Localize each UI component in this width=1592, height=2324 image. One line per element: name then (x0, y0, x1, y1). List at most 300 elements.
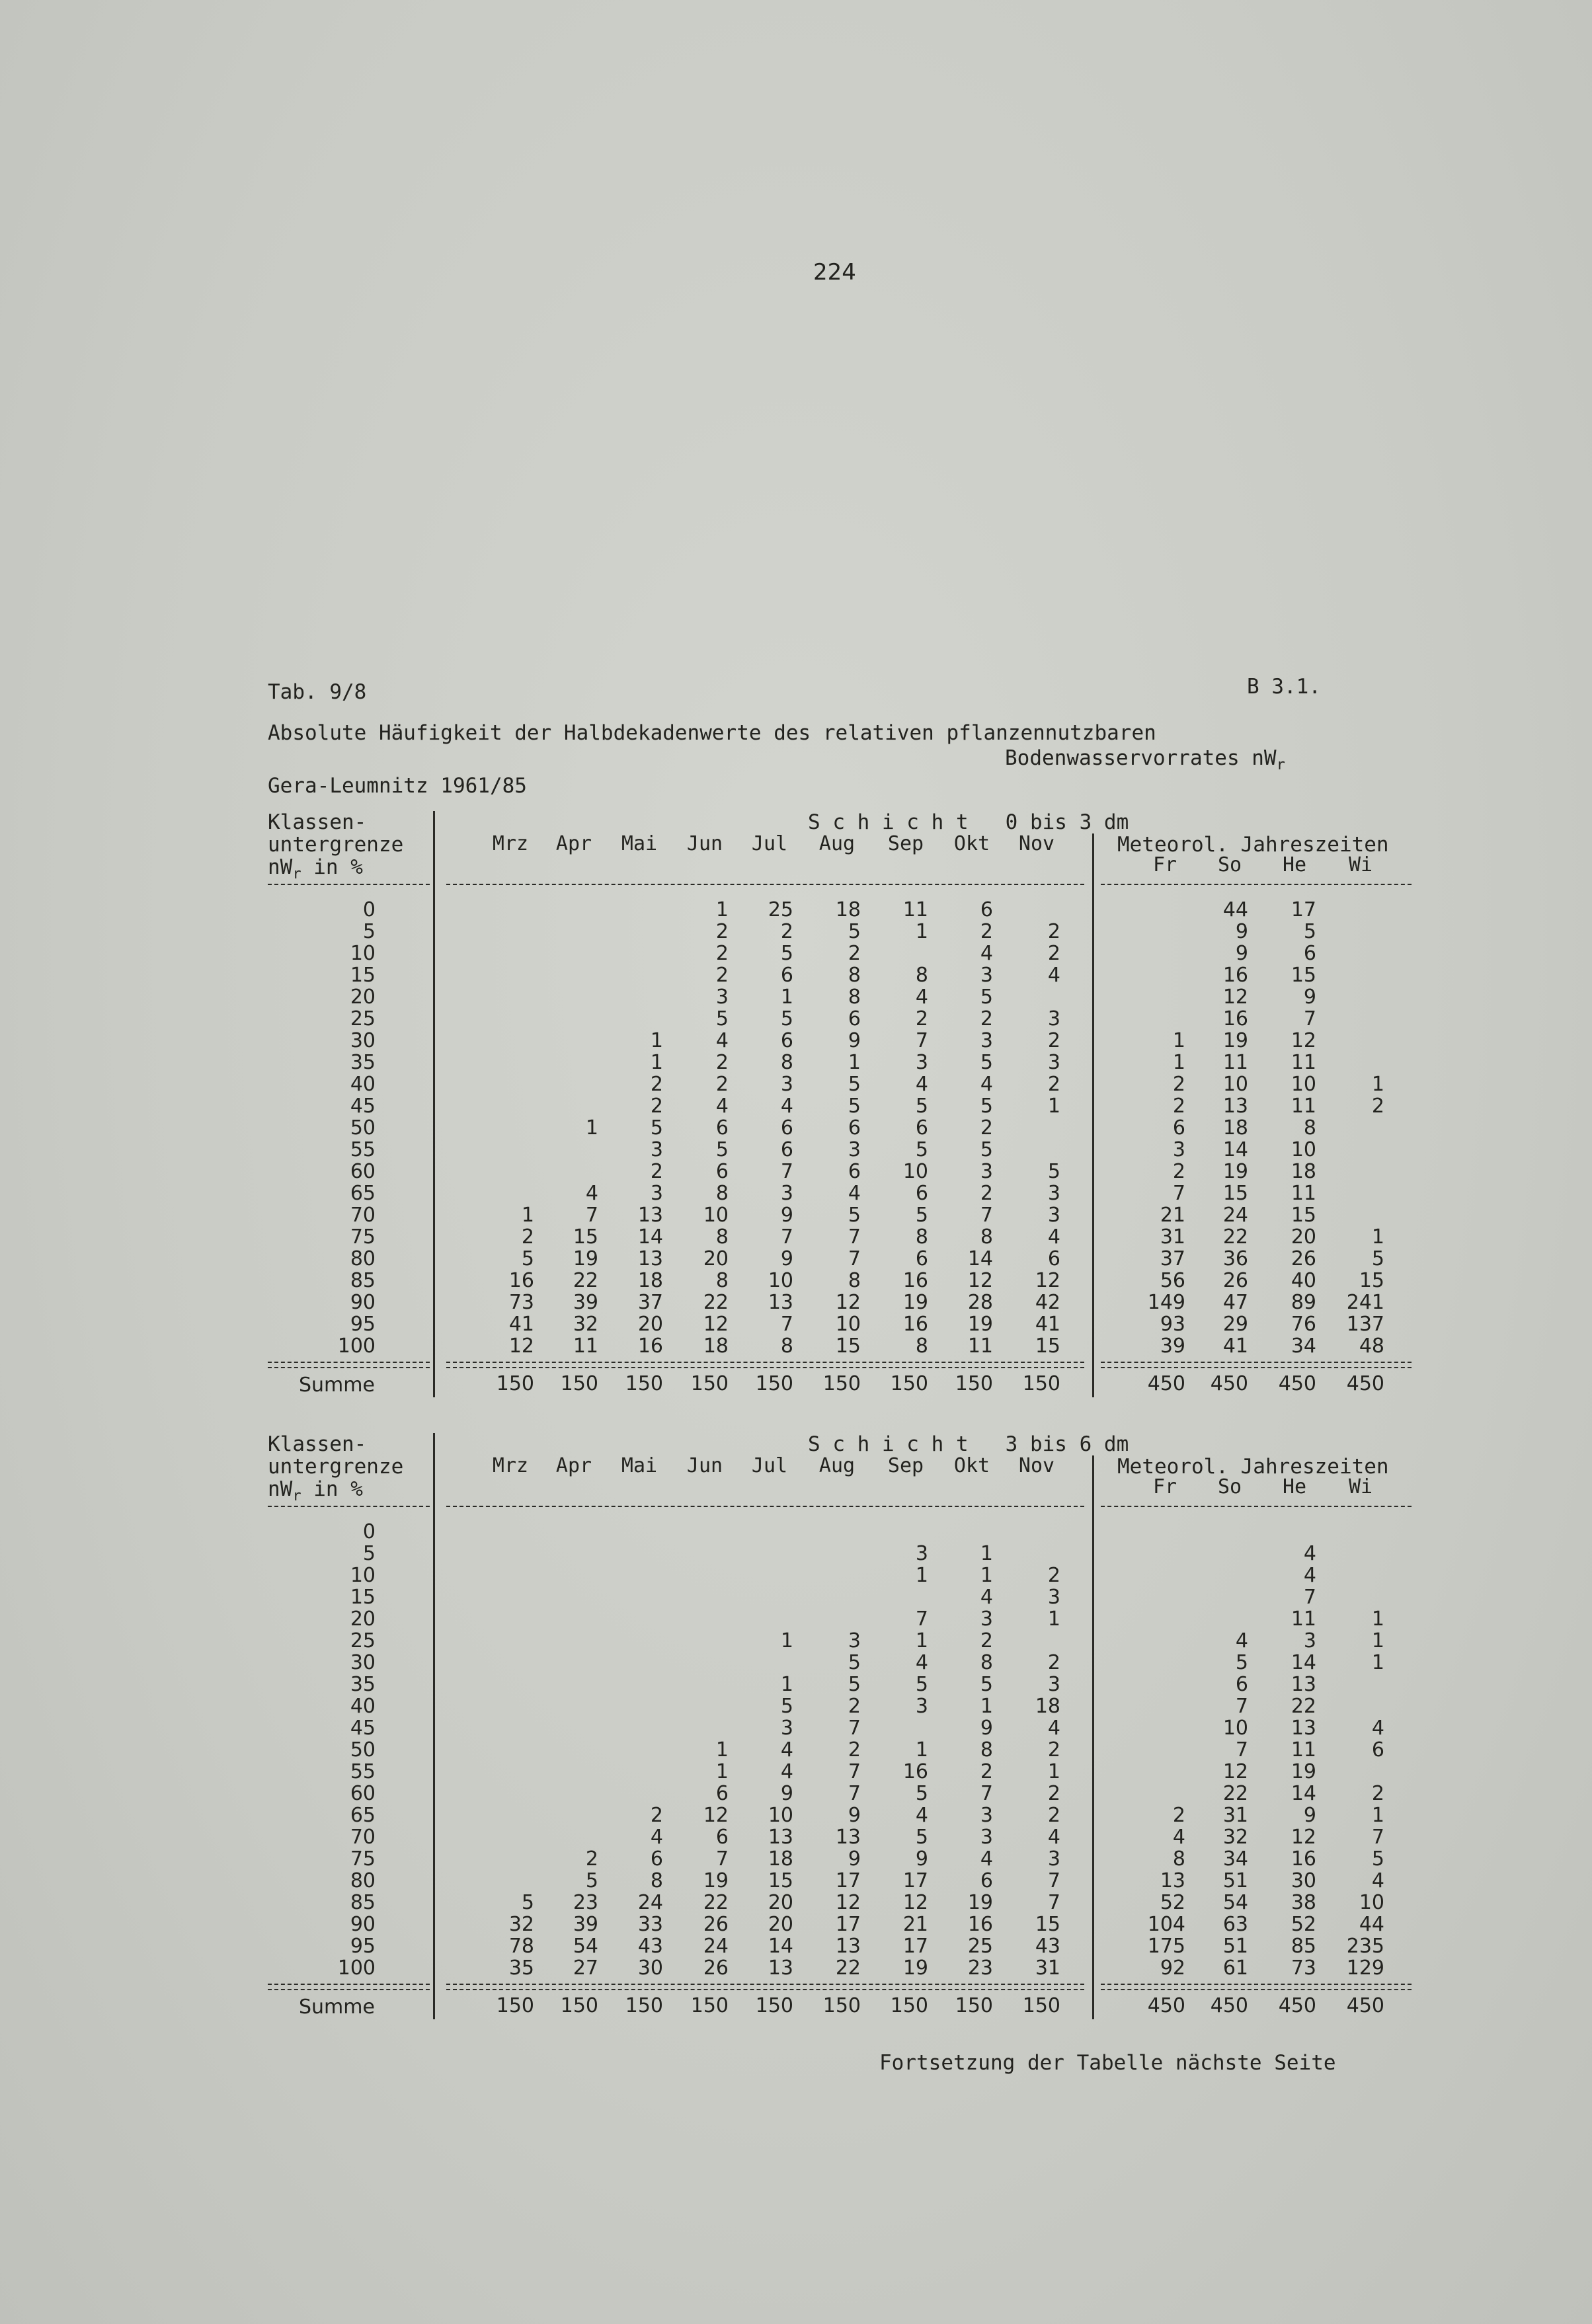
seasons-heading: Meteorol. Jahreszeiten (1117, 1455, 1389, 1479)
class-label: 25 (350, 1629, 376, 1652)
month-header-sep: Sep (887, 1454, 924, 1477)
table-cell: 3 (915, 1695, 928, 1718)
table-cell: 11 (1222, 1051, 1248, 1074)
table-cell: 2 (1047, 1782, 1060, 1805)
table-cell: 3 (980, 1160, 993, 1183)
table-cell: 39 (573, 1291, 598, 1314)
table-cell: 43 (1035, 1935, 1060, 1958)
table-cell: 1 (848, 1051, 861, 1074)
table-cell: 5 (915, 1782, 928, 1805)
table-cell: 4 (1235, 1629, 1248, 1652)
table-cell: 10 (703, 1204, 729, 1227)
table-cell: 22 (1222, 1225, 1248, 1249)
table-cell: 5 (585, 1869, 598, 1892)
sum-cell: 150 (890, 1994, 928, 2017)
table-cell: 36 (1222, 1247, 1248, 1270)
table-cell: 5 (1235, 1651, 1248, 1674)
table-cell: 8 (848, 986, 861, 1009)
sum-cell: 450 (1147, 1372, 1185, 1395)
class-label: 15 (350, 1586, 376, 1609)
table-cell: 17 (902, 1869, 928, 1892)
table-cell: 5 (1371, 1847, 1384, 1871)
table-cell: 5 (1303, 920, 1316, 943)
table-cell: 6 (915, 1182, 928, 1205)
table-cell: 14 (1291, 1782, 1316, 1805)
table-cell: 9 (848, 1804, 861, 1827)
sum-cell: 150 (890, 1372, 928, 1395)
table-cell: 9 (1235, 920, 1248, 943)
class-label: 35 (350, 1673, 376, 1696)
table-cell: 2 (1047, 942, 1060, 965)
season-header-wi: Wi (1348, 853, 1373, 876)
table-cell: 16 (902, 1760, 928, 1783)
table-cell: 2 (1371, 1095, 1384, 1118)
table-cell: 13 (768, 1956, 793, 1980)
table-cell: 1 (980, 1695, 993, 1718)
table-cell: 5 (980, 1051, 993, 1074)
table-cell: 3 (1047, 1586, 1060, 1609)
table-cell: 7 (780, 1160, 793, 1183)
table-cell: 12 (902, 1891, 928, 1914)
table-cell: 2 (715, 964, 729, 987)
table-cell: 19 (902, 1291, 928, 1314)
class-label: 40 (350, 1073, 376, 1096)
layer-heading: S c h i c h t 3 bis 6 dm (808, 1432, 1129, 1456)
table-cell: 26 (1222, 1269, 1248, 1292)
table-cell: 16 (1291, 1847, 1316, 1871)
table-cell: 5 (980, 1138, 993, 1161)
sum-cell: 150 (625, 1994, 663, 2017)
column-separator (433, 1433, 435, 2019)
class-label: 60 (350, 1782, 376, 1805)
table-cell: 3 (780, 1073, 793, 1096)
table-cell: 11 (1291, 1607, 1316, 1631)
class-header-line3: $nW_r$ in % (268, 1477, 363, 1505)
table-cell: 12 (703, 1313, 729, 1336)
table-cell: 2 (980, 1629, 993, 1652)
table-cell: 19 (967, 1313, 993, 1336)
table-cell: 35 (508, 1956, 534, 1980)
table-cell: 2 (1047, 1029, 1060, 1052)
table-title-line1: Absolute Häufigkeit der Halbdekadenwerte des relativen pflanzennutzbaren (268, 721, 1156, 745)
table-cell: 32 (573, 1313, 598, 1336)
table-cell: 14 (637, 1225, 663, 1249)
table-cell: 22 (703, 1291, 729, 1314)
table-cell: 12 (1291, 1826, 1316, 1849)
table-cell: 34 (1291, 1335, 1316, 1358)
table-cell: 7 (1047, 1869, 1060, 1892)
table-cell: 10 (1222, 1073, 1248, 1096)
table-cell: 13 (1160, 1869, 1185, 1892)
table-cell: 13 (1222, 1095, 1248, 1118)
table-cell: 17 (835, 1913, 861, 1936)
table-cell: 4 (1303, 1564, 1316, 1587)
table-cell: 1 (1371, 1629, 1384, 1652)
table-cell: 41 (1222, 1335, 1248, 1358)
class-label: 70 (350, 1204, 376, 1227)
table-cell: 1 (715, 898, 729, 921)
sum-cell: 450 (1147, 1994, 1185, 2017)
table-cell: 18 (703, 1335, 729, 1358)
class-label: 100 (337, 1956, 376, 1980)
table-cell: 4 (780, 1095, 793, 1118)
sum-rule (1101, 1367, 1412, 1368)
class-label: 5 (362, 920, 376, 943)
table-cell: 21 (1160, 1204, 1185, 1227)
table-cell: 7 (1235, 1695, 1248, 1718)
class-label: 35 (350, 1051, 376, 1074)
class-label: 20 (350, 1607, 376, 1631)
table-cell: 18 (835, 898, 861, 921)
table-cell: 47 (1222, 1291, 1248, 1314)
table-cell: 4 (980, 1847, 993, 1871)
header-rule (1101, 884, 1412, 885)
table-cell: 30 (1291, 1869, 1316, 1892)
table-cell: 7 (848, 1247, 861, 1270)
sum-cell: 150 (496, 1372, 534, 1395)
sum-rule (1101, 1989, 1412, 1990)
table-cell: 6 (650, 1847, 663, 1871)
table-cell: 2 (650, 1073, 663, 1096)
table-cell: 73 (1291, 1956, 1316, 1980)
table-cell: 8 (915, 964, 928, 987)
table-cell: 8 (848, 1269, 861, 1292)
table-cell: 6 (715, 1782, 729, 1805)
table-cell: 63 (1222, 1913, 1248, 1936)
table-cell: 27 (573, 1956, 598, 1980)
season-header-fr: Fr (1152, 1475, 1177, 1498)
table-cell: 51 (1222, 1935, 1248, 1958)
table-cell: 24 (1222, 1204, 1248, 1227)
table-cell: 4 (1047, 1225, 1060, 1249)
sum-cell: 150 (690, 1372, 729, 1395)
table-cell: 19 (573, 1247, 598, 1270)
table-cell: 92 (1160, 1956, 1185, 1980)
table-cell: 11 (1291, 1095, 1316, 1118)
class-label: 55 (350, 1138, 376, 1161)
table-cell: 48 (1359, 1335, 1384, 1358)
class-label: 0 (362, 1520, 376, 1543)
table-cell: 8 (715, 1182, 729, 1205)
sum-cell: 150 (496, 1994, 534, 2017)
table-cell: 5 (780, 942, 793, 965)
sum-rule (268, 1362, 430, 1363)
table-cell: 15 (1291, 1204, 1316, 1227)
table-cell: 78 (508, 1935, 534, 1958)
table-cell: 4 (1172, 1826, 1185, 1849)
table-cell: 2 (650, 1804, 663, 1827)
season-header-he: He (1282, 1475, 1307, 1498)
table-cell: 3 (915, 1542, 928, 1565)
table-cell: 20 (768, 1913, 793, 1936)
table-cell: 241 (1346, 1291, 1384, 1314)
table-cell: 85 (1291, 1935, 1316, 1958)
table-cell: 6 (1235, 1673, 1248, 1696)
class-label: 5 (362, 1542, 376, 1565)
table-cell: 6 (780, 1116, 793, 1140)
table-cell: 89 (1291, 1291, 1316, 1314)
table-cell: 7 (1303, 1007, 1316, 1030)
table-cell: 23 (573, 1891, 598, 1914)
table-cell: 3 (1303, 1629, 1316, 1652)
table-cell: 42 (1035, 1291, 1060, 1314)
table-cell: 1 (780, 1629, 793, 1652)
table-cell: 3 (848, 1629, 861, 1652)
class-header-line3: $nW_r$ in % (268, 855, 363, 883)
table-cell: 3 (1047, 1673, 1060, 1696)
table-cell: 2 (715, 920, 729, 943)
sum-cell: 150 (1022, 1994, 1060, 2017)
table-cell: 18 (1291, 1160, 1316, 1183)
table-cell: 8 (780, 1335, 793, 1358)
sum-cell: 450 (1210, 1372, 1248, 1395)
table-cell: 39 (1160, 1335, 1185, 1358)
header-rule (268, 884, 430, 885)
sum-cell: 150 (690, 1994, 729, 2017)
season-header-wi: Wi (1348, 1475, 1373, 1498)
table-cell: 93 (1160, 1313, 1185, 1336)
table-cell: 56 (1160, 1269, 1185, 1292)
table-cell: 61 (1222, 1956, 1248, 1980)
table-cell: 20 (1291, 1225, 1316, 1249)
table-cell: 8 (848, 964, 861, 987)
table-cell: 4 (915, 1651, 928, 1674)
table-cell: 9 (780, 1247, 793, 1270)
column-separator (1092, 1455, 1094, 2019)
sum-cell: 450 (1210, 1994, 1248, 2017)
table-cell: 1 (780, 986, 793, 1009)
table-cell: 26 (1291, 1247, 1316, 1270)
table-cell: 15 (1359, 1269, 1384, 1292)
table-cell: 4 (915, 1804, 928, 1827)
table-cell: 16 (1222, 1007, 1248, 1030)
class-label: 75 (350, 1225, 376, 1249)
table-cell: 39 (573, 1913, 598, 1936)
table-cell: 12 (1291, 1029, 1316, 1052)
table-cell: 8 (980, 1651, 993, 1674)
table-cell: 4 (1371, 1717, 1384, 1740)
table-cell: 4 (1371, 1869, 1384, 1892)
table-cell: 1 (715, 1760, 729, 1783)
table-cell: 22 (573, 1269, 598, 1292)
table-cell: 235 (1346, 1935, 1384, 1958)
table-cell: 149 (1147, 1291, 1185, 1314)
month-header-aug: Aug (818, 1454, 856, 1477)
table-cell: 24 (703, 1935, 729, 1958)
sum-cell: 450 (1346, 1994, 1384, 2017)
table-cell: 4 (915, 1073, 928, 1096)
table-cell: 17 (902, 1935, 928, 1958)
table-cell: 2 (1047, 1073, 1060, 1096)
table-cell: 9 (848, 1029, 861, 1052)
table-cell: 19 (703, 1869, 729, 1892)
table-cell: 4 (1047, 964, 1060, 987)
table-cell: 1 (780, 1673, 793, 1696)
month-header-mrz: Mrz (492, 832, 529, 855)
table-cell: 5 (848, 920, 861, 943)
table-cell: 20 (703, 1247, 729, 1270)
table-cell: 5 (915, 1673, 928, 1696)
sum-rule (268, 1367, 430, 1368)
table-cell: 3 (980, 1826, 993, 1849)
month-header-jun: Jun (686, 1454, 723, 1477)
table-cell: 16 (967, 1913, 993, 1936)
table-cell: 22 (1291, 1695, 1316, 1718)
class-label: 55 (350, 1760, 376, 1783)
sum-cell: 150 (560, 1994, 598, 2017)
table-cell: 5 (915, 1826, 928, 1849)
class-label: 50 (350, 1738, 376, 1762)
table-cell: 11 (1291, 1182, 1316, 1205)
table-cell: 1 (915, 920, 928, 943)
table-cell: 13 (1291, 1717, 1316, 1740)
table-cell: 5 (915, 1095, 928, 1118)
table-cell: 8 (915, 1225, 928, 1249)
table-cell: 15 (768, 1869, 793, 1892)
table-cell: 9 (848, 1847, 861, 1871)
table-cell: 2 (1172, 1804, 1185, 1827)
sum-cell: 150 (955, 1994, 993, 2017)
table-cell: 2 (980, 1760, 993, 1783)
table-cell: 13 (768, 1291, 793, 1314)
table-cell: 5 (848, 1651, 861, 1674)
table-cell: 1 (1371, 1073, 1384, 1096)
table-cell: 5 (980, 1673, 993, 1696)
table-cell: 5 (715, 1138, 729, 1161)
table-cell: 51 (1222, 1869, 1248, 1892)
table-cell: 2 (980, 920, 993, 943)
class-header-line1: Klassen- (268, 810, 367, 834)
sum-cell: 450 (1278, 1372, 1316, 1395)
table-cell: 9 (980, 1717, 993, 1740)
class-label: 95 (350, 1935, 376, 1958)
table-cell: 18 (637, 1269, 663, 1292)
table-cell: 7 (848, 1717, 861, 1740)
table-cell: 11 (573, 1335, 598, 1358)
table-cell: 32 (1222, 1826, 1248, 1849)
table-cell: 17 (835, 1869, 861, 1892)
sum-cell: 450 (1278, 1994, 1316, 2017)
sum-cell: 150 (822, 1372, 861, 1395)
table-cell: 6 (780, 964, 793, 987)
table-cell: 2 (650, 1160, 663, 1183)
table-cell: 13 (637, 1204, 663, 1227)
table-cell: 1 (915, 1564, 928, 1587)
table-cell: 7 (1235, 1738, 1248, 1762)
table-cell: 1 (585, 1116, 598, 1140)
table-cell: 10 (1222, 1717, 1248, 1740)
table-cell: 5 (1371, 1247, 1384, 1270)
sum-rule (1101, 1362, 1412, 1363)
table-cell: 6 (715, 1160, 729, 1183)
table-cell: 12 (703, 1804, 729, 1827)
table-cell: 1 (915, 1629, 928, 1652)
table-cell: 3 (1047, 1007, 1060, 1030)
table-cell: 3 (1047, 1847, 1060, 1871)
table-cell: 2 (1371, 1782, 1384, 1805)
class-label: 65 (350, 1804, 376, 1827)
table-cell: 32 (508, 1913, 534, 1936)
season-header-so: So (1217, 853, 1242, 876)
table-cell: 6 (915, 1116, 928, 1140)
table-cell: 19 (1222, 1160, 1248, 1183)
table-cell: 24 (637, 1891, 663, 1914)
table-cell: 11 (1291, 1051, 1316, 1074)
layer-heading: S c h i c h t 0 bis 3 dm (808, 810, 1129, 834)
class-header-line2: untergrenze (268, 1455, 404, 1479)
class-label: 0 (362, 898, 376, 921)
sum-rule (268, 1989, 430, 1990)
table-cell: 5 (650, 1116, 663, 1140)
class-label: 90 (350, 1291, 376, 1314)
table-cell: 3 (980, 1029, 993, 1052)
table-cell: 13 (1291, 1673, 1316, 1696)
table-cell: 19 (967, 1891, 993, 1914)
table-cell: 6 (780, 1138, 793, 1161)
class-label: 30 (350, 1651, 376, 1674)
class-label: 40 (350, 1695, 376, 1718)
class-label: 60 (350, 1160, 376, 1183)
class-label: 15 (350, 964, 376, 987)
table-cell: 4 (1047, 1826, 1060, 1849)
table-cell: 5 (780, 1695, 793, 1718)
table-cell: 19 (1291, 1760, 1316, 1783)
table-cell: 7 (848, 1760, 861, 1783)
table-cell: 3 (780, 1717, 793, 1740)
table-cell: 9 (1303, 986, 1316, 1009)
table-cell: 4 (1303, 1542, 1316, 1565)
class-label: 65 (350, 1182, 376, 1205)
table-cell: 16 (637, 1335, 663, 1358)
table-cell: 4 (715, 1095, 729, 1118)
class-label: 45 (350, 1717, 376, 1740)
table-cell: 9 (1235, 942, 1248, 965)
sum-cell: 450 (1346, 1372, 1384, 1395)
class-label: 90 (350, 1913, 376, 1936)
sum-cell: 150 (560, 1372, 598, 1395)
table-cell: 54 (1222, 1891, 1248, 1914)
table-cell: 3 (848, 1138, 861, 1161)
table-cell: 2 (1172, 1160, 1185, 1183)
table-cell: 2 (848, 942, 861, 965)
table-cell: 1 (1371, 1651, 1384, 1674)
seasons-heading: Meteorol. Jahreszeiten (1117, 833, 1389, 857)
table-cell: 7 (1303, 1586, 1316, 1609)
sum-label: Summe (299, 1995, 375, 2019)
table-cell: 40 (1291, 1269, 1316, 1292)
table-cell: 10 (1359, 1891, 1384, 1914)
table-cell: 5 (521, 1891, 534, 1914)
table-cell: 16 (1222, 964, 1248, 987)
class-label: 85 (350, 1269, 376, 1292)
table-cell: 2 (780, 920, 793, 943)
table-cell: 12 (1222, 986, 1248, 1009)
table-cell: 12 (967, 1269, 993, 1292)
table-cell: 9 (915, 1847, 928, 1871)
table-cell: 7 (848, 1225, 861, 1249)
continuation-note: Fortsetzung der Tabelle nächste Seite (879, 2051, 1336, 2075)
table-cell: 2 (521, 1225, 534, 1249)
table-cell: 3 (1047, 1204, 1060, 1227)
sum-cell: 150 (955, 1372, 993, 1395)
table-cell: 7 (915, 1029, 928, 1052)
sum-label: Summe (299, 1374, 375, 1397)
table-cell: 5 (521, 1247, 534, 1270)
table-cell: 5 (715, 1007, 729, 1030)
table-cell: 1 (980, 1564, 993, 1587)
table-cell: 2 (980, 1116, 993, 1140)
class-label: 10 (350, 1564, 376, 1587)
